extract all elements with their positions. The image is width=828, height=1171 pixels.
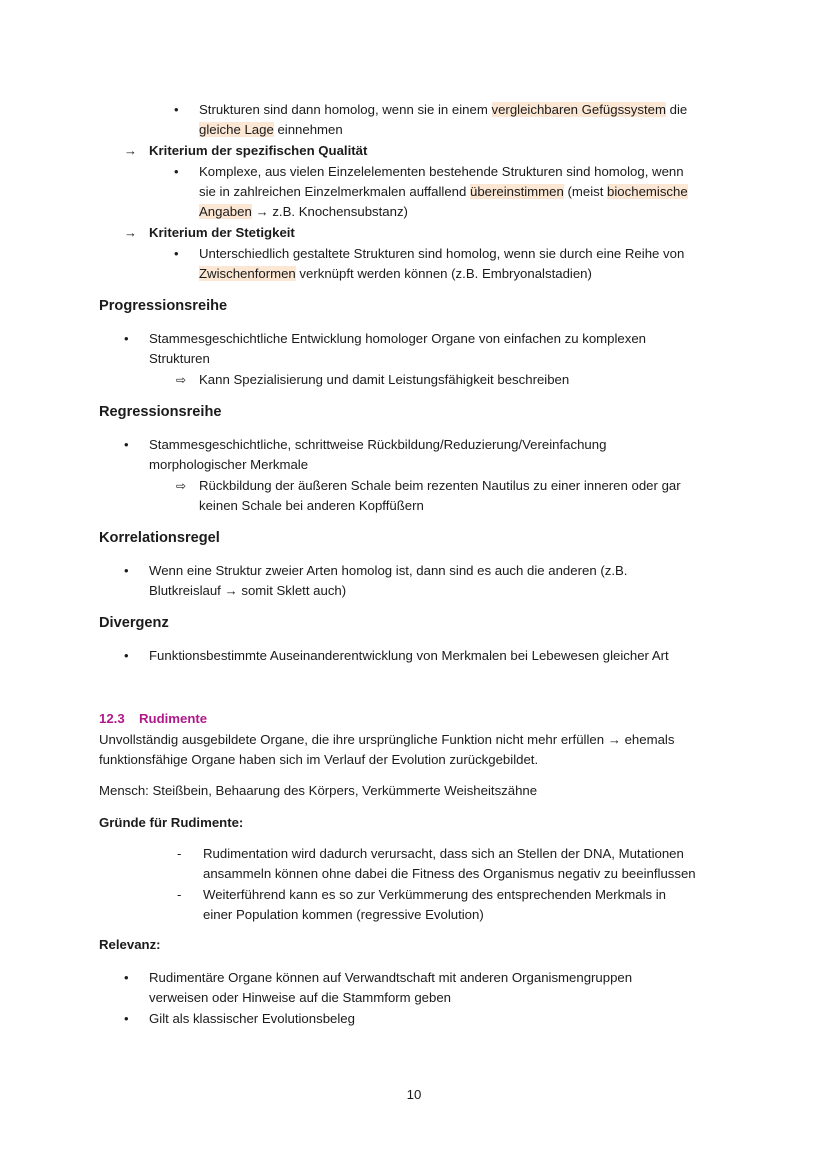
text-line: einer Population kommen (regressive Evolution) — [203, 907, 484, 922]
text-line: Weiterführend kann es so zur Verkümmerung des entsprechenden Merkmals in — [203, 887, 667, 902]
bullet-icon: • — [174, 246, 179, 261]
text-line: sie in zahlreichen Einzelmerkmalen auffallend übereinstimmen (meist biochemische — [199, 184, 688, 199]
text-line: Strukturen sind dann homolog, wenn sie in einem vergleichbaren Gefügssystem die — [199, 102, 688, 117]
text-line: Mensch: Steißbein, Behaarung des Körpers, Verkümmerte Weisheitszähne — [99, 783, 538, 798]
text-line: ansammeln können ohne dabei die Fitness des Organismus negativ zu beeinflussen — [203, 866, 696, 881]
text-line: Rudimentation wird dadurch verursacht, dass sich an Stellen der DNA, Mutationen — [203, 846, 684, 861]
dash-marker: - — [177, 846, 182, 861]
highlight: Angaben — [199, 204, 252, 219]
highlight: gleiche Lage — [199, 122, 274, 137]
text-line: Rückbildung der äußeren Schale beim rezenten Nautilus zu einer inneren oder gar — [199, 478, 681, 493]
hollow-arrow-icon: ⇨ — [176, 373, 187, 387]
arrow-icon: → — [124, 143, 137, 158]
bullet-icon: • — [124, 331, 129, 346]
dash-marker: - — [177, 887, 182, 902]
bullet-icon: • — [174, 164, 179, 179]
section-number: 12.3 — [99, 711, 125, 726]
text-line: morphologischer Merkmale — [149, 457, 309, 472]
criterion-heading-quality: Kriterium der spezifischen Qualität — [149, 143, 368, 158]
page-number: 10 — [406, 1087, 422, 1102]
text-line: Gilt als klassischer Evolutionsbeleg — [149, 1011, 355, 1026]
text-line: Unvollständig ausgebildete Organe, die ihre ursprüngliche Funktion nicht mehr erfüllen → ehemals — [99, 732, 675, 747]
text-line: Stammesgeschichtliche Entwicklung homologer Organe von einfachen zu komplexen — [149, 331, 646, 346]
text-line: Funktionsbestimmte Auseinanderentwicklung von Merkmalen bei Lebewesen gleicher Art — [149, 648, 669, 663]
heading-korrelationsregel: Korrelationsregel — [99, 530, 220, 546]
heading-gruende: Gründe für Rudimente: — [99, 815, 244, 830]
text-line: Stammesgeschichtliche, schrittweise Rückbildung/Reduzierung/Vereinfachung — [149, 437, 607, 452]
highlight: Zwischenformen — [199, 266, 296, 281]
highlight: übereinstimmen — [469, 184, 564, 199]
text-line: Komplexe, aus vielen Einzelelementen bestehende Strukturen sind homolog, wenn — [199, 164, 684, 179]
text-line: gleiche Lage einnehmen — [199, 122, 343, 137]
text-line: Angaben → z.B. Knochensubstanz) — [199, 204, 408, 219]
text-line: funktionsfähige Organe haben sich im Verlauf der Evolution zurückgebildet. — [99, 752, 539, 767]
text-line: Kann Spezialisierung und damit Leistungsfähigkeit beschreiben — [199, 372, 570, 387]
bullet-icon: • — [174, 102, 179, 117]
heading-relevanz: Relevanz: — [99, 937, 161, 952]
bullet-icon: • — [124, 970, 129, 985]
criterion-heading-stetigkeit: Kriterium der Stetigkeit — [149, 225, 295, 240]
text-line: Blutkreislauf → somit Sklett auch) — [149, 583, 347, 598]
bullet-icon: • — [124, 563, 129, 578]
bullet-icon: • — [124, 1011, 129, 1026]
heading-divergenz: Divergenz — [99, 615, 169, 631]
text-line: verweisen oder Hinweise auf die Stammform geben — [149, 990, 451, 1005]
hollow-arrow-icon: ⇨ — [176, 479, 187, 493]
text-line: Strukturen — [149, 351, 210, 366]
heading-regressionsreihe: Regressionsreihe — [99, 404, 222, 420]
section-heading-rudimente — [99, 709, 207, 729]
text-line: Zwischenformen verknüpft werden können (z.B. Embryonalstadien) — [199, 266, 592, 281]
bullet-icon: • — [124, 648, 129, 663]
arrow-icon: → — [124, 225, 137, 240]
section-title: Rudimente — [139, 711, 208, 726]
text-line: Wenn eine Struktur zweier Arten homolog ist, dann sind es auch die anderen (z.B. — [149, 563, 628, 578]
text-line: Unterschiedlich gestaltete Strukturen sind homolog, wenn sie durch eine Reihe von — [199, 246, 685, 261]
highlight: biochemische — [607, 184, 688, 199]
heading-progressionsreihe: Progressionsreihe — [99, 298, 228, 314]
bullet-icon: • — [124, 437, 129, 452]
text-line: Rudimentäre Organe können auf Verwandtschaft mit anderen Organismengruppen — [149, 970, 633, 985]
text-line: keinen Schale bei anderen Kopffüßern — [199, 498, 424, 513]
highlight: vergleichbaren Gefügssystem — [491, 102, 666, 117]
